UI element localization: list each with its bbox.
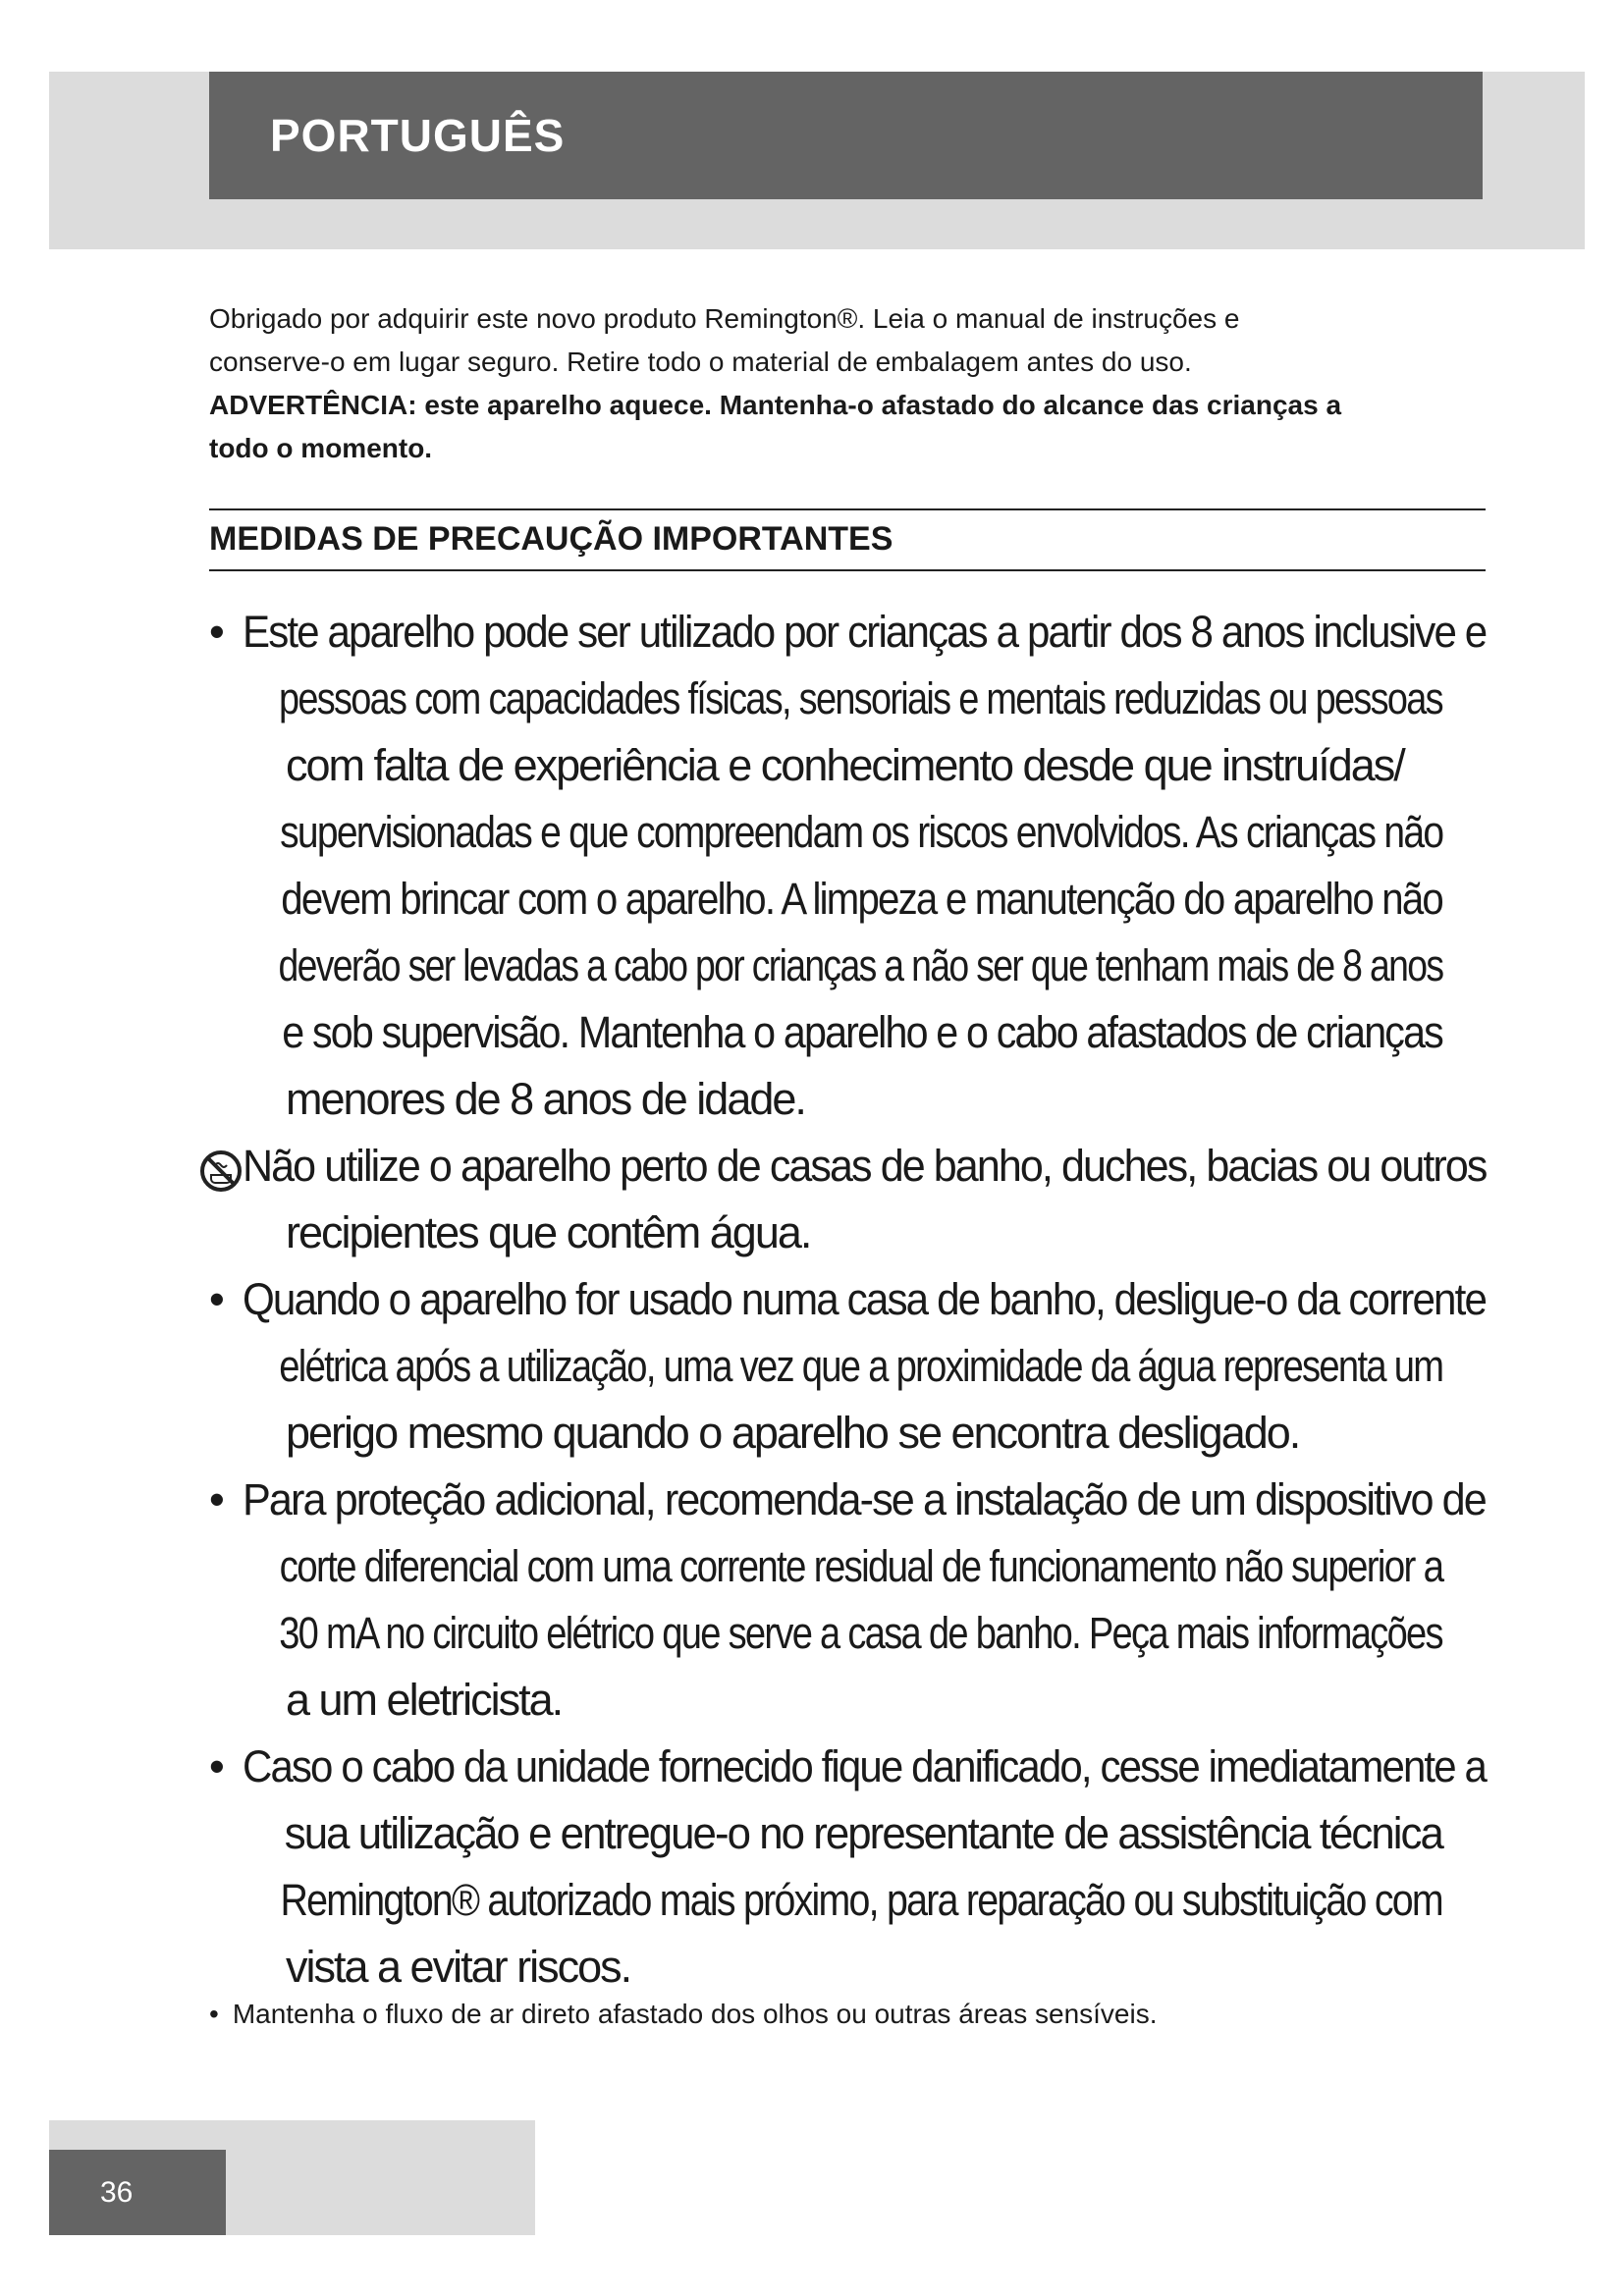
item-line: a um eletricista. xyxy=(286,1675,563,1725)
item-first-line: Para proteção adicional, recomenda-se a instalação de um dispositivo de xyxy=(243,1474,1486,1524)
language-header xyxy=(209,72,1483,199)
intro-line-1: Obrigado por adquirir este novo produto Remington®. Leia o manual de instruções e xyxy=(209,303,1240,334)
item-first-line: Este aparelho pode ser utilizado por crianças a partir dos 8 anos inclusive e xyxy=(243,607,1487,657)
section-divider-bottom xyxy=(209,569,1486,571)
section-title: MEDIDAS DE PRECAUÇÃO IMPORTANTES xyxy=(209,520,893,558)
list-item xyxy=(209,1266,1495,1467)
item-line: Remington® autorizado mais próximo, para reparação ou substituição com xyxy=(280,1875,1442,1925)
bullet: • xyxy=(209,1999,219,2029)
item-first-line: Não utilize o aparelho perto de casas de banho, duches, bacias ou outros xyxy=(243,1141,1487,1191)
item-line: supervisionadas e que compreendam os riscos envolvidos. As crianças não xyxy=(280,807,1443,857)
item-line: recipientes que contêm água. xyxy=(286,1207,811,1257)
item-line: menores de 8 anos de idade. xyxy=(286,1074,805,1124)
intro-line-2: conserve-o em lugar seguro. Retire todo o material de embalagem antes do uso. xyxy=(209,347,1192,377)
item-line: 30 mA no circuito elétrico que serve a casa de banho. Peça mais informações xyxy=(279,1608,1442,1658)
page-number: 36 xyxy=(100,2175,134,2209)
item-line: corte diferencial com uma corrente residual de funcionamento não superior a xyxy=(279,1541,1443,1591)
list-item xyxy=(209,599,1495,1133)
warning-line-1: ADVERTÊNCIA: este aparelho aquece. Mantenha-o afastado do alcance das crianças a xyxy=(209,390,1342,420)
item-line: pessoas com capacidades físicas, sensoriais e mentais reduzidas ou pessoas xyxy=(279,673,1442,723)
item-line: perigo mesmo quando o aparelho se encontra desligado. xyxy=(286,1408,1300,1458)
intro-paragraph xyxy=(209,297,1486,470)
item-line: elétrica após a utilização, uma vez que a proximidade da água representa um xyxy=(279,1341,1443,1391)
item-first-line: Caso o cabo da unidade fornecido fique danificado, cesse imediatamente a xyxy=(243,1741,1486,1791)
list-item xyxy=(209,1133,1495,1266)
warning-line-2: todo o momento. xyxy=(209,433,433,463)
final-precaution-text: Mantenha o fluxo de ar direto afastado dos olhos ou outras áreas sensíveis. xyxy=(232,1999,1158,2029)
bullet: • xyxy=(209,607,223,657)
no-water-bath-icon xyxy=(199,1145,229,1211)
page-number-box xyxy=(49,2150,226,2235)
bullet: • xyxy=(209,1741,223,1791)
item-line: devem brincar com o aparelho. A limpeza e manutenção do aparelho não xyxy=(281,874,1442,924)
section-divider-top xyxy=(209,508,1486,510)
list-item xyxy=(209,1467,1495,1734)
final-precaution xyxy=(209,1995,1158,2034)
item-line: com falta de experiência e conhecimento desde que instruídas/ xyxy=(286,740,1404,790)
bullet: • xyxy=(209,1274,223,1324)
item-line: deverão ser levadas a cabo por crianças a não ser que tenham mais de 8 anos xyxy=(278,940,1443,990)
bullet: • xyxy=(209,1474,223,1524)
language-title: PORTUGUÊS xyxy=(270,110,566,161)
item-first-line: Quando o aparelho for usado numa casa de banho, desligue-o da corrente xyxy=(243,1274,1487,1324)
item-line: e sob supervisão. Mantenha o aparelho e o cabo afastados de crianças xyxy=(282,1007,1442,1057)
precautions-list xyxy=(209,599,1495,2001)
item-line: sua utilização e entregue-o no representante de assistência técnica xyxy=(284,1808,1442,1858)
list-item xyxy=(209,1734,1495,2001)
item-line: vista a evitar riscos. xyxy=(286,1942,631,1992)
